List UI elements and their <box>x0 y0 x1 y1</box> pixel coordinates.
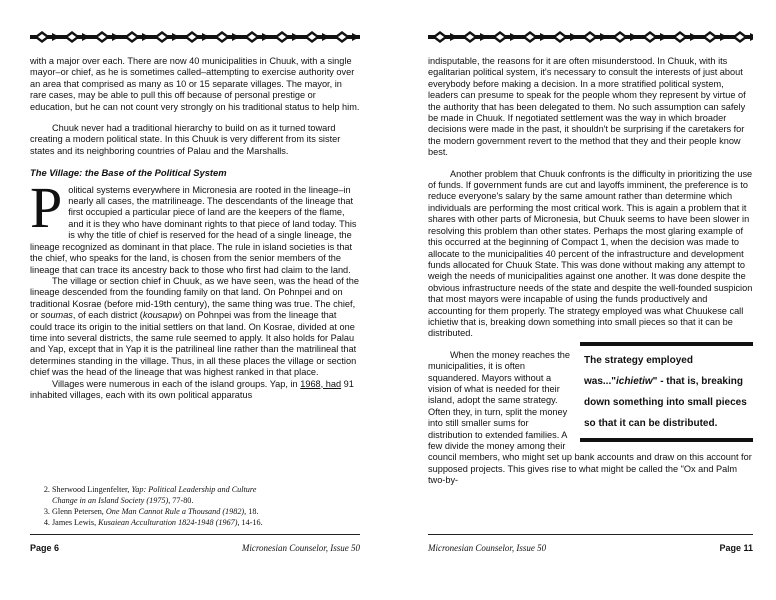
paragraph: with a major over each. There are now 40 municipalities in Chuuk, with a single mayor–or chief, as he is sometimes called–attempting to exercise authority over an area that comprised as many as 10 or 15 separate villages. The mayor, in rare cases, may be able to pull this off because of personal prestige or education, but he can not count very strongly on his traditional status to help him. <box>30 56 360 112</box>
footnotes <box>30 484 360 528</box>
footnote-title: One Man Cannot Rule a Thousand (1982) <box>105 507 245 516</box>
term-kousapw: kousapw <box>142 310 180 321</box>
footnote <box>52 506 360 517</box>
text-run: , of each district ( <box>72 310 143 321</box>
ornament-arrow <box>540 33 548 41</box>
ornament-arrow <box>172 33 180 41</box>
page-footer <box>30 534 360 557</box>
decorative-border <box>30 30 360 44</box>
text-run: ) on Pohnpei was from the lineage that could trace its origin to the initial settlers on that land. On Kosrae, divided at one time into several districts, the same rule seemed to apply. It also holds for Palau and Yap, except that in Yap it is the patrilineal line rather than the matrilineal that determines standing in the village. Thus, in all these places the village or section chief was the head of the lineage that was highest ranked in that place. <box>30 310 357 378</box>
pull-quote-text: The strategy employed was..." <box>584 354 693 387</box>
paragraph <box>30 276 360 379</box>
footnote-author: James Lewis, <box>52 518 99 527</box>
paragraph <box>428 169 753 340</box>
underlined-text: 1968, had <box>300 378 342 389</box>
footnote-pages: , 77-80. <box>168 496 194 505</box>
text-run: 91 inhabited villages, each with its own political apparatus <box>30 378 354 400</box>
page-footer <box>428 534 753 557</box>
ornament-arrow <box>630 33 638 41</box>
footnote-pages: , 18. <box>244 507 259 516</box>
left-page <box>30 0 360 600</box>
ornament-arrow <box>292 33 300 41</box>
ornament-arrow <box>660 33 668 41</box>
ornament-arrow <box>352 33 360 41</box>
ornament-arrow <box>450 33 458 41</box>
ornament-arrow <box>510 33 518 41</box>
ornament-arrow <box>600 33 608 41</box>
ornament-arrow <box>750 33 753 41</box>
text-run: Villages were numerous in each of the island groups. Yap, in <box>52 378 301 389</box>
footnote-author: Glenn Petersen, <box>52 507 106 516</box>
left-body-text <box>30 56 360 401</box>
footnote-title: Yap: Political Leadership and Culture <box>131 485 257 494</box>
ornament-arrow <box>82 33 90 41</box>
publication-name: Micronesian Counselor, Issue 50 <box>241 543 360 553</box>
footnote-continuation <box>30 495 360 506</box>
footnote-author: Sherwood Lingenfelter, <box>52 485 132 494</box>
right-body-text <box>428 56 753 497</box>
ornament-arrow <box>570 33 578 41</box>
pull-quote-term: ichietiw <box>615 375 653 387</box>
footnote <box>52 484 360 495</box>
footnote-title: Kusaiean Acculturation 1824-1948 (1967) <box>98 518 238 527</box>
paragraph <box>30 379 360 402</box>
ornament-arrow <box>480 33 488 41</box>
ornament-arrow <box>52 33 60 41</box>
page-number: Page 6 <box>30 543 60 553</box>
pull-quote-text: " - that is, breaking down something into small pieces so that it can be distributed. <box>584 375 747 429</box>
dropcap: P <box>30 174 63 240</box>
paragraph: indisputable, the reasons for it are often misunderstood. In Chuuk, with its egalitarian political system, it's necessary to consult the interests of just about everybody before making a decision. In a more stratified political system, leaders can presume to speak for the people whom they represent by virtue of the authority that has been delegated to them. No such assumption can safely be made in Chuuk. If negotiated settlement was the way in which broader decisions were made in the past, it shouldn't be surprising if the caretakers for the modern government revert to the method that they and their people know best. <box>428 56 746 158</box>
dropcap-paragraph-text: olitical systems everywhere in Micronesia are rooted in the lineage–in nearly all cases, the matrilineage. The descendants of the lineage that first occupied a particular piece of land are the keepers of the flame, and it is they who have dominant rights to that piece of land today. This is why the title of chief is reserved for the head of a single lineage, the lineage recognized as dominant in that place. The rule in island societies is that the chief, who speaks for the land, is chosen from the senior members of the lineage that can trace its ancestry back to those who first had claim to the land. <box>30 184 357 275</box>
term-soumas: soumas <box>40 310 73 321</box>
page-number: Page 11 <box>719 543 753 553</box>
paragraph: Chuuk never had a traditional hierarchy to build on as it turned toward creating a modern political state. In this Chuuk is very different from its sister states and its neighboring countries of Palau and the Marshalls. <box>30 123 341 156</box>
paragraph-dropcap <box>30 174 360 276</box>
ornament-arrow <box>142 33 150 41</box>
publication-name: Micronesian Counselor, Issue 50 <box>428 543 547 553</box>
ornament-arrow <box>112 33 120 41</box>
text-run: Another problem that Chuuk confronts is the difficulty in prioritizing the use of funds. If government funds are cut and layoffs imminent, the preference is to reduce everyone's salary by the same amount rather than determine which individuals are performing the most critical work. This is again a problem that it shares with other parts of Micronesia, but Chuuk seems to have been slower in resolving this problem than other states. Perhaps the most glaring example of this occurred at the beginning of Compact 1, when the decision was made to allocate to the municipalities 40 percent of the infrastructure and development funds allocated for Chuuk State. This was done without making any attempt to weigh the needs of municipalities against one another. It was done despite the obvious infrastructure needs of the state and despite the well-founded suspicion that most mayors were incapable of using the funds productively and accounting for them properly. The strategy employed was what Chuukese call ichietiw that is, breaking down something into small pieces so that it can be distributed. <box>428 168 753 339</box>
ornament-arrow <box>322 33 330 41</box>
footnote-title: Change in an Island Society (1975) <box>52 496 169 505</box>
ornament-arrow <box>202 33 210 41</box>
footnote-pages: , 14-16. <box>237 518 263 527</box>
decorative-border <box>428 30 753 44</box>
ornament-arrow <box>720 33 728 41</box>
ornament-arrow <box>232 33 240 41</box>
ornament-arrow <box>690 33 698 41</box>
text-run: The village or section chief in Chuuk, as we have seen, was the head of the lineage descended from the founding family on that land. On Pohnpei and on traditional Kosrae (before mid-19th century), the same thing was true. The chief, or <box>30 275 359 321</box>
pull-quote <box>580 342 753 442</box>
ornament-arrow <box>262 33 270 41</box>
section-heading: The Village: the Base of the Political System <box>30 167 227 179</box>
right-page <box>428 0 753 600</box>
paragraph: When the money reaches the municipalities, it is often squandered. Mayors without a vision of what is needed for their island, adopt the same strategy. Often they, in turn, split the money into still smaller sums for distribution to extended families. A few divide the money among their council members, who might set up bank accounts and draw on this account for supposed projects. This gives rise to what might be called the "Ox and Palm two-by- <box>428 349 752 486</box>
footnote <box>52 517 360 528</box>
